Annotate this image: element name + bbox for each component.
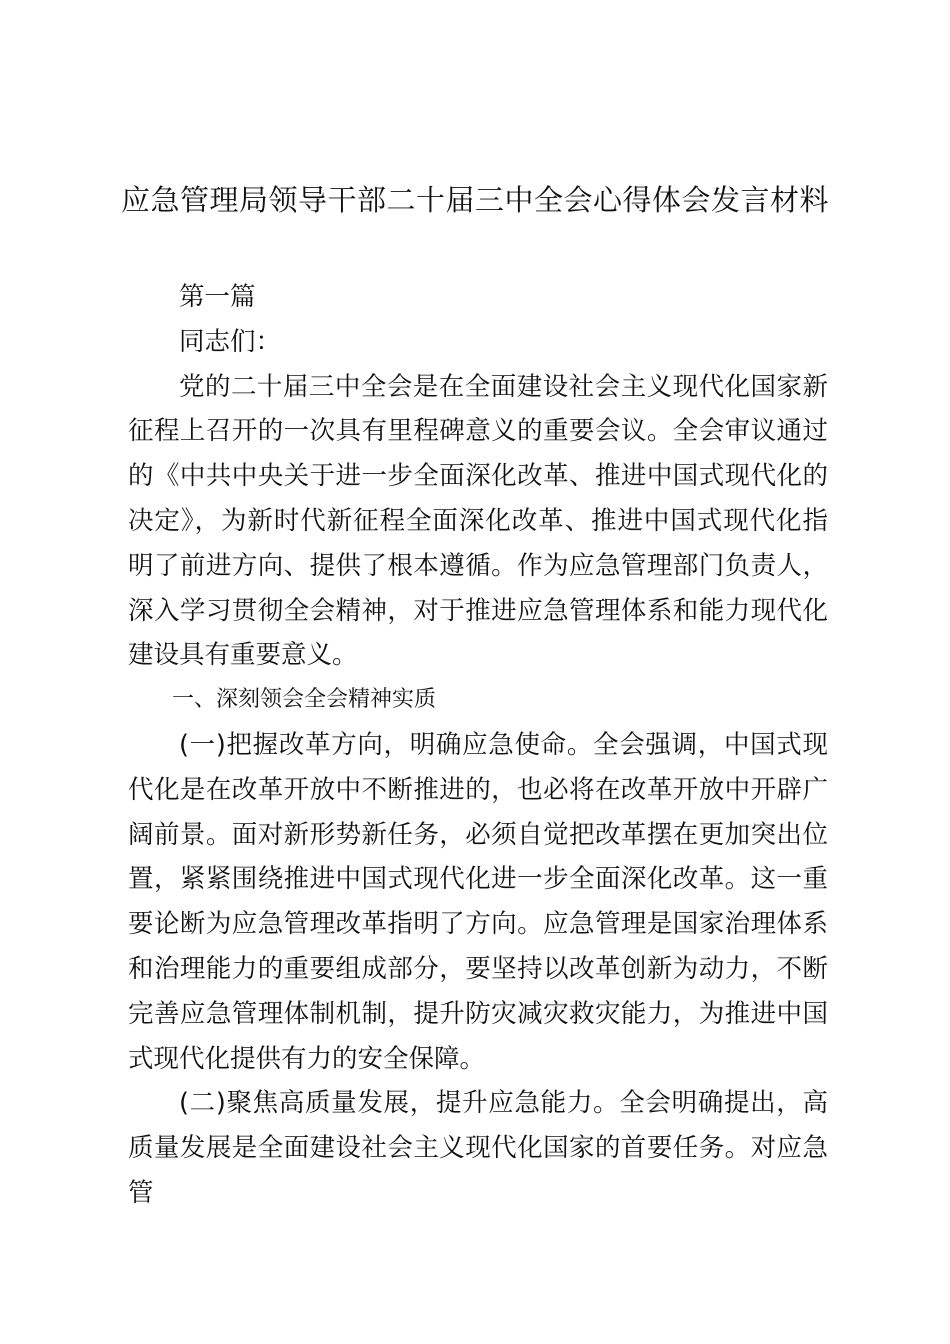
salutation: 同志们： xyxy=(179,326,282,357)
part-label: 第一篇 xyxy=(179,282,256,312)
document-title: 应急管理局领导干部二十届三中全会心得体会发言材料 xyxy=(120,183,829,217)
paragraph-reform-direction: (一)把握改革方向，明确应急使命。全会强调，中国式现代化是在改革开放中不断推进的，也必将在改革开放中开辟广阔前景。面对新形势新任务，必须自觉把改革摆在更加突出位置，紧紧围绕推进中国式现代化进一步全面深化改革。这一重要论断为应急管理改革指明了方向。应急管理是国家治理体系和治理能力的重要组成部分，要坚持以改革创新为动力，不断完善应急管理体制机制，提升防灾减灾救灾能力，为推进中国式现代化提供有力的安全保障。 xyxy=(128,729,828,1074)
section-heading: 一、深刻领会全会精神实质 xyxy=(172,687,437,713)
document-body xyxy=(128,275,828,1216)
paragraph-high-quality: (二)聚焦高质量发展，提升应急能力。全会明确提出，高质量发展是全面建设社会主义现代化国家的首要任务。对应急管 xyxy=(128,1088,828,1208)
paragraph-intro: 党的二十届三中全会是在全面建设社会主义现代化国家新征程上召开的一次具有里程碑意义的重要会议。全会审议通过的《中共中央关于进一步全面深化改革、推进中国式现代化的决定》，为新时代新征程全面深化改革、推进中国式现代化指明了前进方向、提供了根本遵循。作为应急管理部门负责人，深入学习贯彻全会精神，对于推进应急管理体系和能力现代化建设具有重要意义。 xyxy=(128,371,828,671)
